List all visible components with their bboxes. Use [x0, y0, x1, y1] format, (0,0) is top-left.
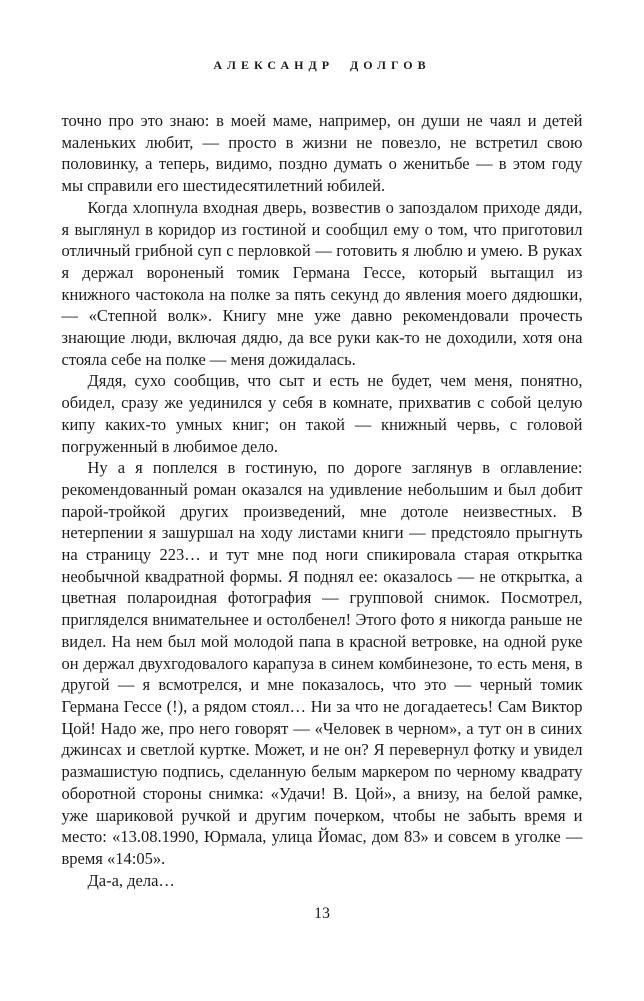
page-number: 13	[314, 905, 330, 922]
paragraph: Когда хлопнула входная дверь, возвестив о запоздалом приходе дяди, я выглянул в коридор из гостиной и сообщил ему о том, что приготовил отличный грибной суп с перловкой — готовить я люблю и умею. В руках я держал вороненый томик Германа Гессе, который вытащил из книжного частокола на полке за пять секунд до явления моего дядюшки, — «Степной волк». Книгу мне уже давно рекомендовали прочесть знающие люди, включая дядю, да все руки как-то не доходили, хотя она стояла себе на полке — меня дожидалась.	[61, 197, 583, 369]
running-header: АЛЕКСАНДР ДОЛГОВ	[213, 58, 431, 72]
text-block	[62, 110, 583, 891]
paragraph: Да-а, дела…	[87, 870, 175, 890]
paragraph: Ну а я поплелся в гостиную, по дороге заглянув в оглавление: рекомендованный роман оказался на удивление небольшим и был добит парой-тройкой других произведений, мне дотоле неизвестных. В нетерпении я зашуршал на ходу листами книги — предстояло прыгнуть на страницу 223… и тут мне под ноги спикировала старая открытка необычной квадратной формы. Я поднял ее: оказалось — не открытка, а цветная полароидная фотография — групповой снимок. Посмотрел, пригляделся внимательнее и остолбенел! Этого фото я никогда раньше не видел. На нем был мой молодой папа в красной ветровке, на одной руке он держал двухгодовалого карапуза в синем комбинезоне, то есть меня, в другой — я всмотрелся, и мне показалось, что это — черный томик Германа Гессе (!), а рядом стоял… Ни за что не догадаетесь! Сам Виктор Цой! Надо же, про него говорят — «Человек в черном», а тут он в синих джинсах и светлой куртке. Может, и не он? Я перевернул фотку и увидел размашистую подпись, сделанную белым маркером по черному квадрату оборотной стороны снимка: «Удачи! В. Цой», а внизу, на белой рамке, уже шариковой ручкой и другим почерком, чтобы не забыть время и место: «13.08.1990, Юрмала, улица Йомас, дом 83» и совсем в уголке — время «14:05».	[61, 458, 583, 868]
paragraph: точно про это знаю: в моей маме, например, он души не чаял и детей маленьких любит, — просто в жизни не повезло, не встретил свою половинку, а теперь, видимо, поздно думать о женитьбе — в этом году мы справили его шестидесятилетний юбилей.	[61, 111, 583, 196]
paragraph: Дядя, сухо сообщив, что сыт и есть не будет, чем меня, понятно, обидел, сразу же уединился у себя в комнате, прихватив с собой целую кипу каких-то умных книг; он такой — книжный червь, с головой погруженный в любимое дело.	[61, 371, 583, 456]
